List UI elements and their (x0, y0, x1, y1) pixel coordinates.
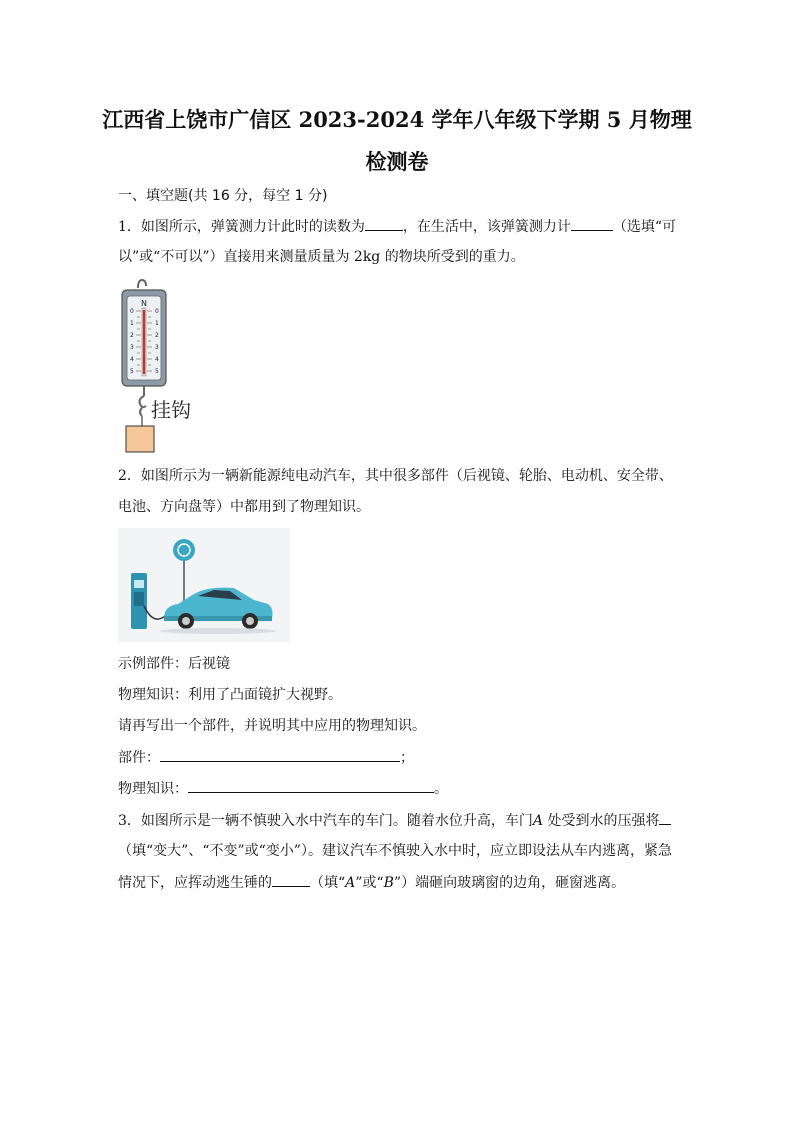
hook-label: 挂钩 (151, 398, 191, 422)
q3-line-3 (118, 872, 625, 893)
svg-text:5: 5 (155, 368, 159, 375)
q3-blank-2[interactable] (272, 872, 310, 887)
q2-knowledge-blank[interactable] (188, 778, 434, 793)
q2-part-blank[interactable] (160, 747, 400, 762)
q1-blank-1[interactable] (365, 216, 403, 231)
q2-part-end: ； (400, 750, 414, 766)
q1-blank-2[interactable] (571, 216, 613, 231)
svg-text:2: 2 (130, 332, 134, 339)
q3-text-f: ”）端砸向玻璃窗的边角，砸窗逃离。 (393, 875, 626, 891)
svg-text:3: 3 (155, 344, 159, 351)
q2-example-knowledge: 物理知识：利用了凸面镜扩大视野。 (118, 687, 342, 703)
q3-var-a: A (532, 813, 544, 829)
svg-text:5: 5 (130, 368, 134, 375)
q3-text-c: 情况下，应挥动逃生锤的 (118, 875, 272, 891)
q3-blank-1[interactable] (659, 810, 671, 825)
svg-text:4: 4 (155, 356, 159, 363)
q2-instruction: 请再写出一个部件，并说明其中应用的物理知识。 (118, 718, 426, 734)
q2-knowledge-label: 物理知识： (118, 781, 188, 797)
q3-line-2: （填“变大”、“不变”或“变小”）。建议汽车不慎驶入水中时，应立即设法从车内逃离，紧急 (118, 843, 672, 859)
spring-scale-figure (118, 278, 218, 456)
svg-text:4: 4 (130, 356, 134, 363)
document-title-line-1: 江西省上饶市广信区 2023-2024 学年八年级下学期 5 月物理 (102, 107, 692, 132)
scale-unit-label: N (141, 299, 147, 308)
svg-text:2: 2 (155, 332, 159, 339)
q3-line-1 (118, 810, 671, 831)
q3-option-a: A (345, 875, 356, 891)
q2-knowledge-end: 。 (434, 781, 448, 797)
q2-part-label: 部件： (118, 750, 160, 766)
svg-text:1: 1 (130, 320, 134, 327)
document-title-line-2: 检测卷 (365, 149, 429, 174)
q3-text-d: （填“ (310, 875, 346, 891)
ev-charging-figure (118, 528, 290, 642)
q3-text-a: 3．如图所示是一辆不慎驶入水中汽车的车门。随着水位升高，车门 (118, 813, 533, 829)
q3-text-b: 处受到水的压强将 (543, 813, 660, 829)
q2-part-answer-line (118, 747, 414, 768)
q2-line-1: 2．如图所示为一辆新能源纯电动汽车，其中很多部件（后视镜、轮胎、电动机、安全带、 (118, 468, 673, 484)
svg-text:3: 3 (130, 344, 134, 351)
q3-text-e: ”或“ (355, 875, 384, 891)
q1-line-1 (118, 216, 676, 237)
q1-text-c: （选填“可 (612, 219, 677, 235)
q1-line-2: 以”或“不可以”）直接用来测量质量为 2kg 的物块所受到的重力。 (118, 249, 525, 265)
q1-text-b: ，在生活中，该弹簧测力计 (402, 219, 571, 235)
q2-example-part: 示例部件：后视镜 (118, 656, 230, 672)
svg-text:0: 0 (130, 308, 134, 315)
svg-text:1: 1 (155, 320, 159, 327)
q2-line-2: 电池、方向盘等）中都用到了物理知识。 (118, 499, 370, 515)
section-heading: 一、填空题(共 16 分，每空 1 分) (118, 188, 328, 204)
q3-option-b: B (383, 875, 394, 891)
q1-text-a: 1．如图所示，弹簧测力计此时的读数为 (118, 219, 365, 235)
svg-text:0: 0 (155, 308, 159, 315)
q2-knowledge-answer-line (118, 778, 448, 799)
